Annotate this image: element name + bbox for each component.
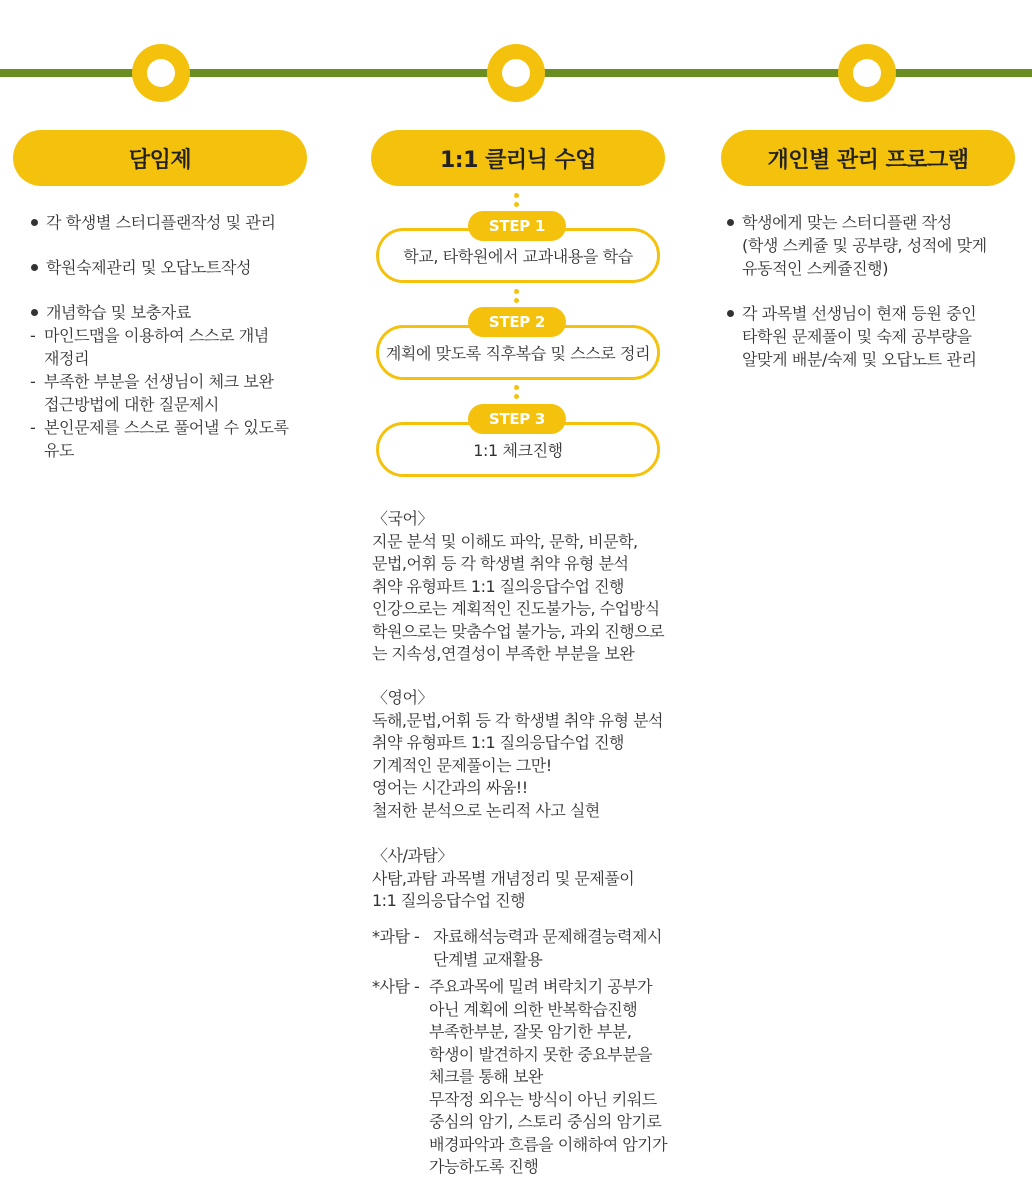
timeline-node-1 xyxy=(132,44,190,102)
step3-box: 1:1 체크진행 xyxy=(376,422,660,477)
korean-line: 문법,어휘 등 각 학생별 취약 유형 분석 xyxy=(372,554,629,573)
korean-line: 인강으로는 계획적인 진도불가능, 수업방식 xyxy=(372,599,660,618)
homeroom-list xyxy=(30,211,330,462)
connector-dots-2 xyxy=(514,289,520,307)
social-section xyxy=(372,845,634,913)
step2-label: STEP 2 xyxy=(468,307,566,337)
connector-dots-1 xyxy=(514,193,520,211)
english-line: 기계적인 문제풀이는 그만! xyxy=(372,755,552,775)
homeroom-title: 담임제 xyxy=(13,130,307,186)
society-line: 주요과목에 밀려 벼락치기 공부가 xyxy=(429,977,653,996)
society-note xyxy=(372,976,667,1179)
society-line: 부족한부분, 잘못 암기한 부분, xyxy=(429,1022,632,1041)
science-note xyxy=(372,926,662,971)
korean-heading: 〈국어〉 xyxy=(372,509,433,528)
society-key: *사탐 - xyxy=(372,977,420,996)
step3-label: STEP 3 xyxy=(468,404,566,434)
english-line: 철저한 분석으로 논리적 사고 실현 xyxy=(372,800,600,820)
social-heading: 〈사/과탐〉 xyxy=(372,846,453,865)
society-line: 체크를 통해 보완 xyxy=(429,1067,543,1086)
science-line: 단계별 교재활용 xyxy=(433,949,543,969)
timeline-node-2 xyxy=(487,44,545,102)
connector-dots-3 xyxy=(514,385,520,403)
homeroom-bullet-1: 각 학생별 스터디플랜작성 및 관리 xyxy=(30,211,330,234)
english-line: 취약 유형파트 1:1 질의응답수업 진행 xyxy=(372,733,624,752)
science-line: 자료해석능력과 문제해결능력제시 xyxy=(433,927,662,946)
science-key: *과탐 - xyxy=(372,927,420,946)
step1-label: STEP 1 xyxy=(468,211,566,241)
korean-line: 는 지속성,연결성이 부족한 부분을 보완 xyxy=(372,644,635,663)
homeroom-dash-1: - 마인드맵을 이용하여 스스로 개념 재정리 xyxy=(30,326,269,368)
society-line: 아닌 계획에 의한 반복학습진행 xyxy=(429,999,638,1019)
society-line: 배경파악과 흐름을 이해하여 암기가 xyxy=(429,1134,668,1154)
korean-line: 취약 유형파트 1:1 질의응답수업 진행 xyxy=(372,576,624,596)
english-line: 영어는 시간과의 싸움!! xyxy=(372,778,528,797)
personal-item-2: 각 과목별 선생님이 현재 등원 중인 타학원 문제풀이 및 숙제 공부량을 알맞게 배분/숙제 및 오답노트 관리 xyxy=(726,302,1026,371)
step1-box: 학교, 타학원에서 교과내용을 학습 xyxy=(376,228,660,283)
step2-box: 계획에 맞도록 직후복습 및 스스로 정리 xyxy=(376,325,660,380)
timeline-node-3 xyxy=(838,44,896,102)
english-heading: 〈영어〉 xyxy=(372,688,433,707)
homeroom-dash-2: - 부족한 부분을 선생님이 체크 보완 접근방법에 대한 질문제시 xyxy=(30,372,274,414)
society-line: 중심의 암기, 스토리 중심의 암기로 xyxy=(429,1112,662,1131)
english-line: 독해,문법,어휘 등 각 학생별 취약 유형 분석 xyxy=(372,710,663,730)
korean-section xyxy=(372,508,664,666)
english-section xyxy=(372,687,663,822)
homeroom-bullet-3: 개념학습 및 보충자료 xyxy=(30,301,330,324)
social-line: 사탐,과탐 과목별 개념정리 및 문제풀이 xyxy=(372,868,635,888)
society-line: 학생이 발견하지 못한 중요부분을 xyxy=(429,1044,653,1064)
society-line: 가능하도록 진행 xyxy=(429,1157,539,1176)
social-line: 1:1 질의응답수업 진행 xyxy=(372,891,526,910)
homeroom-dash-3: - 본인문제를 스스로 풀어낼 수 있도록 유도 xyxy=(30,418,289,460)
society-line: 무작정 외우는 방식이 아닌 키워드 xyxy=(429,1089,657,1109)
personal-list xyxy=(726,211,1026,371)
homeroom-bullet-2: 학원숙제관리 및 오답노트작성 xyxy=(30,256,330,279)
clinic-title: 1:1 클리닉 수업 xyxy=(371,130,665,186)
personal-title: 개인별 관리 프로그램 xyxy=(721,130,1015,186)
korean-line: 학원으로는 맞춤수업 불가능, 과외 진행으로 xyxy=(372,621,665,641)
personal-item-1: 학생에게 맞는 스터디플랜 작성 (학생 스케쥴 및 공부량, 성적에 맞게 유동적인 스케쥴진행) xyxy=(726,211,1026,280)
korean-line: 지문 분석 및 이해도 파악, 문학, 비문학, xyxy=(372,531,638,551)
